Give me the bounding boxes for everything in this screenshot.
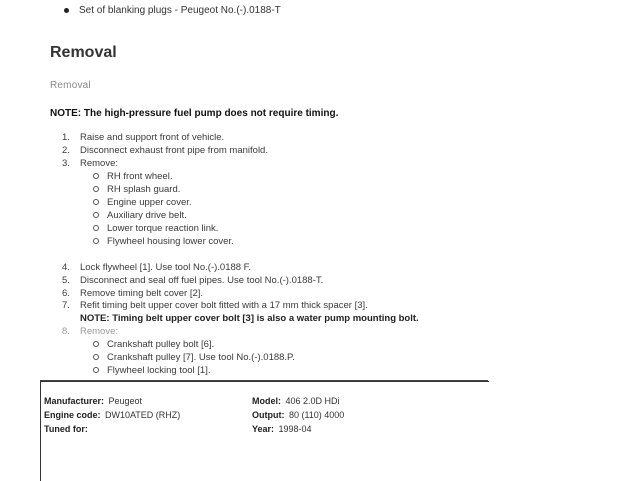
timing-note: NOTE: The high-pressure fuel pump does not require timing. xyxy=(50,108,339,119)
step-4 xyxy=(62,262,251,273)
engine-code-label: Engine code: xyxy=(44,410,101,420)
remove-item: RH front wheel. xyxy=(93,171,172,182)
step-1 xyxy=(62,132,224,143)
water-pump-note: NOTE: Timing belt upper cover bolt [3] is also a water pump mounting bolt. xyxy=(80,313,419,324)
step-number: 3. xyxy=(62,158,70,169)
circle-bullet-icon xyxy=(93,212,99,218)
step-text: Disconnect exhaust front pipe from manifold. xyxy=(80,145,268,156)
step-5 xyxy=(62,275,323,286)
remove-item: Auxiliary drive belt. xyxy=(93,210,187,221)
step-text: Refit timing belt upper cover bolt fitted with a 17 mm thick spacer [3]. xyxy=(80,300,368,311)
step-number: 7. xyxy=(62,300,70,311)
circle-bullet-icon xyxy=(93,354,99,360)
year-row xyxy=(252,419,312,437)
circle-bullet-icon xyxy=(93,186,99,192)
section-title: Removal xyxy=(50,44,117,61)
step-text: Remove timing belt cover [2]. xyxy=(80,288,204,299)
step-text: Remove: xyxy=(80,158,119,169)
bullet-text: Set of blanking plugs - Peugeot No.(-).0188-T xyxy=(79,5,281,16)
step-number: 8. xyxy=(62,326,70,337)
section-subtitle: Removal xyxy=(50,80,91,91)
remove-item: RH splash guard. xyxy=(93,184,180,195)
step-8 xyxy=(62,326,118,337)
remove-item: Flywheel locking tool [1]. xyxy=(93,365,211,376)
tuned-for-row xyxy=(44,419,88,437)
model-label: Model: xyxy=(252,396,281,406)
remove-item: Crankshaft pulley bolt [6]. xyxy=(93,339,214,350)
remove-item: Engine upper cover. xyxy=(93,197,192,208)
engine-code-value: DW10ATED (RHZ) xyxy=(104,410,181,420)
step-text: Raise and support front of vehicle. xyxy=(80,132,225,143)
circle-bullet-icon xyxy=(93,341,99,347)
output-value: 80 (110) 4000 xyxy=(288,410,345,420)
year-value: 1998-04 xyxy=(278,424,312,434)
model-value: 406 2.0D HDi xyxy=(285,396,340,406)
output-label: Output: xyxy=(252,410,285,420)
step-6 xyxy=(62,288,203,299)
step-number: 6. xyxy=(62,288,70,299)
step-number: 4. xyxy=(62,262,70,273)
manufacturer-label: Manufacturer: xyxy=(44,396,105,406)
bullet-dot-icon xyxy=(64,8,69,13)
step-number: 1. xyxy=(62,132,70,143)
remove-item: Flywheel housing lower cover. xyxy=(93,236,234,247)
circle-bullet-icon xyxy=(93,199,99,205)
manufacturer-value: Peugeot xyxy=(108,396,142,406)
step-number: 5. xyxy=(62,275,70,286)
circle-bullet-icon xyxy=(93,173,99,179)
step-text: Lock flywheel [1]. Use tool No.(-).0188 F. xyxy=(80,262,252,273)
year-label: Year: xyxy=(252,424,275,434)
remove-item: Lower torque reaction link. xyxy=(93,223,218,234)
step-text: Disconnect and seal off fuel pipes. Use tool No.(-).0188-T. xyxy=(80,275,324,286)
step-7 xyxy=(62,300,368,311)
blanking-plugs-bullet xyxy=(64,5,281,16)
tuned-for-label: Tuned for: xyxy=(44,424,88,434)
step-2 xyxy=(62,145,268,156)
remove-item: Crankshaft pulley [7]. Use tool No.(-).0188.P. xyxy=(93,352,295,363)
step-3 xyxy=(62,158,118,169)
step-number: 2. xyxy=(62,145,70,156)
circle-bullet-icon xyxy=(93,225,99,231)
step-text: Remove: xyxy=(80,326,119,337)
circle-bullet-icon xyxy=(93,238,99,244)
circle-bullet-icon xyxy=(93,367,99,373)
